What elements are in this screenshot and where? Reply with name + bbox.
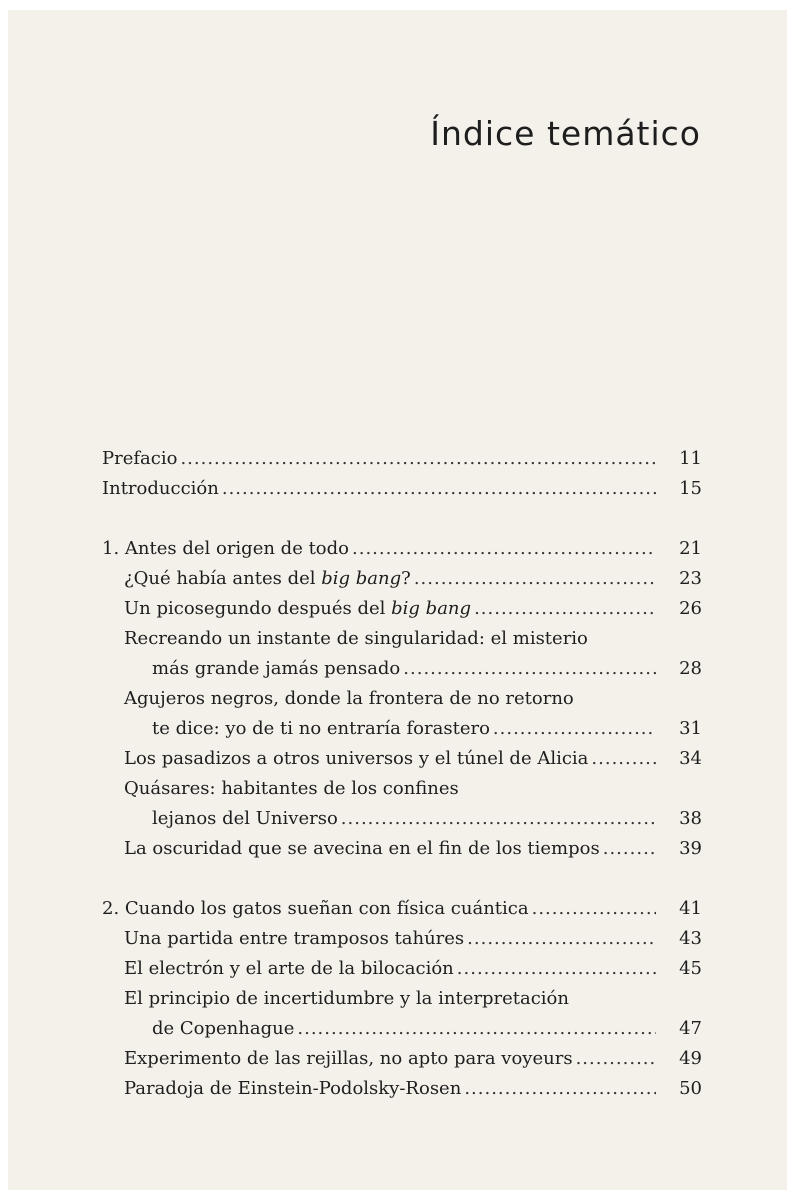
toc-entry-emphasis: big bang: [391, 598, 472, 619]
toc-page-number: 50: [679, 1078, 702, 1099]
toc-entry-label: Introducción: [102, 478, 219, 499]
toc-page-number: 47: [679, 1018, 702, 1039]
toc-entry-1-3-line2[interactable]: [102, 654, 702, 684]
toc-entry-label: El principio de incertidumbre y la interpretación: [124, 988, 569, 1009]
toc-entry-label: Experimento de las rejillas, no apto para voyeurs: [124, 1048, 573, 1069]
dot-leader: [464, 1074, 656, 1104]
toc-page-number: 49: [679, 1048, 702, 1069]
toc-page-number: 38: [679, 808, 702, 829]
toc-entry-1-3-line1[interactable]: [102, 624, 702, 654]
toc-page-number: 26: [679, 598, 702, 619]
toc-entry-label: [124, 564, 411, 594]
dot-leader: [414, 564, 656, 594]
toc-page-number: 28: [679, 658, 702, 679]
toc-entry-2-5[interactable]: [102, 1074, 702, 1104]
dot-leader: [297, 1014, 656, 1044]
toc-page-number: 43: [679, 928, 702, 949]
toc-entry-label: lejanos del Universo: [152, 808, 338, 829]
dot-leader: [474, 594, 656, 624]
toc-page-number: 34: [679, 748, 702, 769]
toc-entry-1-6-line1[interactable]: [102, 774, 702, 804]
dot-leader: [457, 954, 656, 984]
dot-leader: [576, 1044, 656, 1074]
section-gap: [102, 504, 702, 534]
toc-chapter-label: 1. Antes del origen de todo: [102, 538, 349, 559]
toc-entry-label: Una partida entre tramposos tahúres: [124, 928, 465, 949]
toc-entry-1-7[interactable]: [102, 834, 702, 864]
toc-entry-label: Agujeros negros, donde la frontera de no retorno: [124, 688, 574, 709]
toc-entry-label: más grande jamás pensado: [152, 658, 401, 679]
toc-entry-prefacio[interactable]: [102, 444, 702, 474]
dot-leader: [532, 894, 656, 924]
toc-entry-2-2[interactable]: [102, 954, 702, 984]
toc-entry-2-3-line1[interactable]: [102, 984, 702, 1014]
toc-page-number: 31: [679, 718, 702, 739]
toc-entry-label: Los pasadizos a otros universos y el túnel de Alicia: [124, 748, 589, 769]
toc-chapter-2[interactable]: [102, 894, 702, 924]
toc-entry-label: te dice: yo de ti no entraría forastero: [152, 718, 490, 739]
toc-entry-label: El electrón y el arte de la bilocación: [124, 958, 454, 979]
toc-entry-label: Paradoja de Einstein-Podolsky-Rosen: [124, 1078, 462, 1099]
toc-entry-1-4-line2[interactable]: [102, 714, 702, 744]
toc-page-number: 45: [679, 958, 702, 979]
toc-page-number: 21: [679, 538, 702, 559]
toc-entry-1-1[interactable]: [102, 564, 702, 594]
toc-entry-introduccion[interactable]: [102, 474, 702, 504]
toc-entry-text: ¿Qué había antes del: [124, 568, 322, 589]
toc-entry-2-4[interactable]: [102, 1044, 702, 1074]
toc-entry-label: [124, 594, 471, 624]
dot-leader: [341, 804, 656, 834]
dot-leader: [403, 654, 656, 684]
table-of-contents: [102, 444, 702, 1104]
dot-leader: [591, 744, 656, 774]
toc-chapter-label: 2. Cuando los gatos sueñan con física cuántica: [102, 898, 529, 919]
toc-entry-2-3-line2[interactable]: [102, 1014, 702, 1044]
toc-entry-label: Recreando un instante de singularidad: el misterio: [124, 628, 588, 649]
section-gap: [102, 864, 702, 894]
page-title: Índice temático: [430, 114, 701, 153]
toc-entry-label: Prefacio: [102, 448, 178, 469]
dot-leader: [352, 534, 656, 564]
dot-leader: [493, 714, 656, 744]
dot-leader: [603, 834, 656, 864]
dot-leader: [180, 444, 656, 474]
toc-entry-text: ?: [401, 568, 411, 589]
toc-entry-label: Quásares: habitantes de los confines: [124, 778, 459, 799]
toc-page-number: 15: [679, 478, 702, 499]
dot-leader: [222, 474, 656, 504]
toc-page-number: 23: [679, 568, 702, 589]
toc-entry-emphasis: big bang: [321, 568, 402, 589]
dot-leader: [467, 924, 656, 954]
toc-entry-2-1[interactable]: [102, 924, 702, 954]
toc-page-number: 39: [679, 838, 702, 859]
toc-page-number: 41: [679, 898, 702, 919]
toc-chapter-1[interactable]: [102, 534, 702, 564]
toc-entry-1-4-line1[interactable]: [102, 684, 702, 714]
book-page: [8, 10, 787, 1190]
toc-page-number: 11: [679, 448, 702, 469]
toc-entry-1-6-line2[interactable]: [102, 804, 702, 834]
toc-entry-1-5[interactable]: [102, 744, 702, 774]
toc-entry-label: de Copenhague: [152, 1018, 295, 1039]
toc-entry-text: Un picosegundo después del: [124, 598, 392, 619]
toc-entry-1-2[interactable]: [102, 594, 702, 624]
toc-entry-label: La oscuridad que se avecina en el fin de los tiempos: [124, 838, 600, 859]
